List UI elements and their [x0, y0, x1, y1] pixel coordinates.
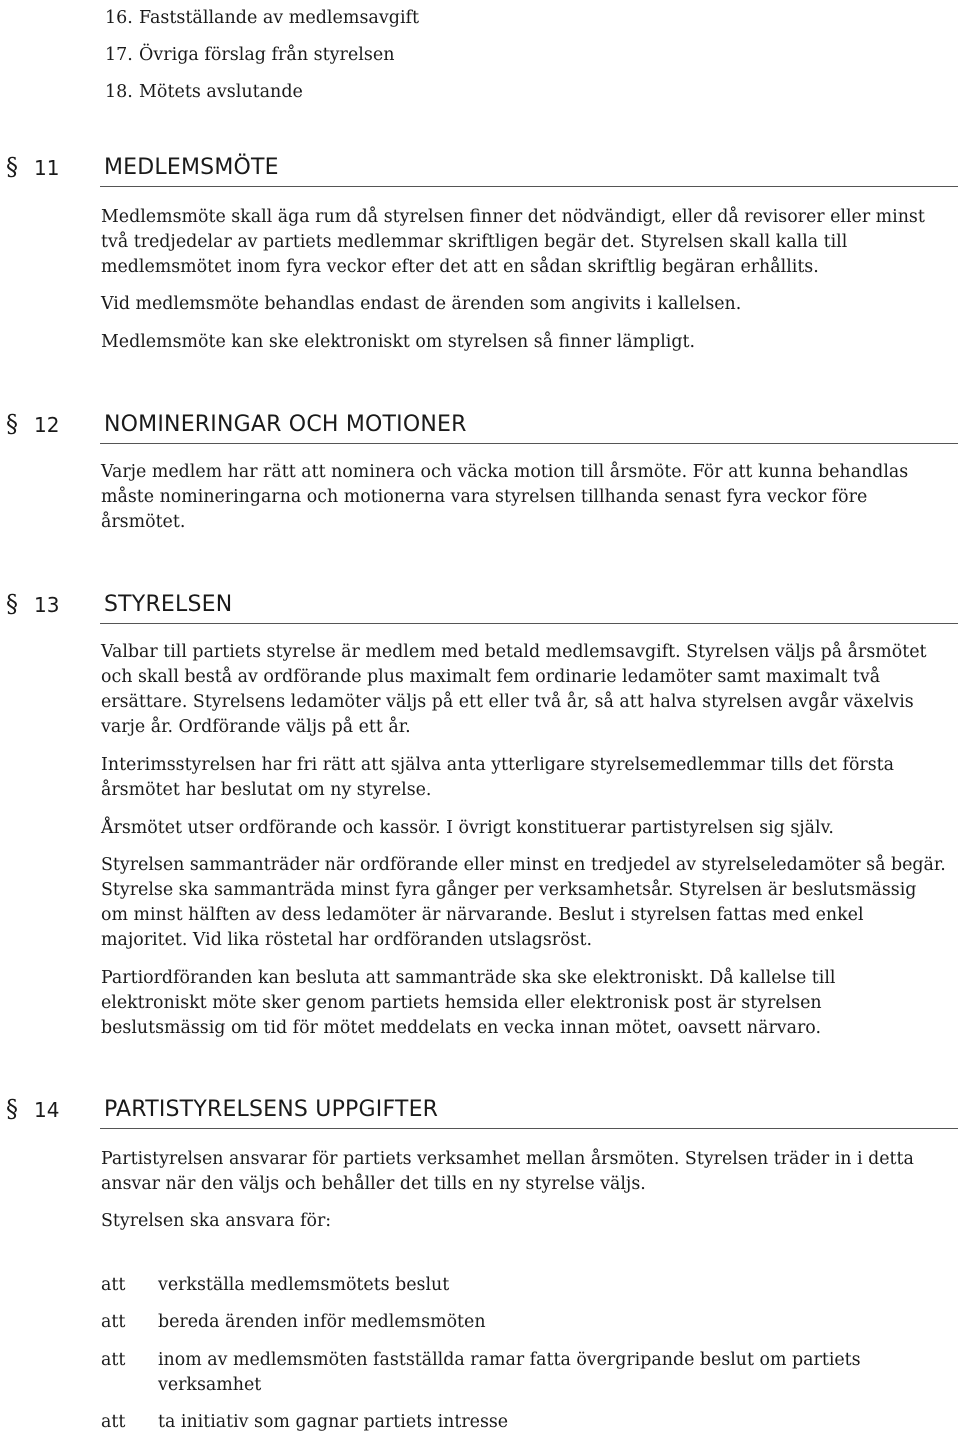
agenda-item: 16. Fastställande av medlemsavgift	[105, 8, 420, 28]
paragraph: Partiordföranden kan besluta att sammanträde ska ske elektroniskt. Då kallelse till elektroniskt möte sker genom partiets hemsida eller elektronisk post är styrelsen beslutsmässig om tid för mötet meddelats en vecka innan mötet, oavsett närvaro.	[101, 968, 836, 1038]
list-item-text: inom av medlemsmöten fastställda ramar fatta övergripande beslut om partiets verksamhet	[158, 1350, 861, 1395]
agenda-item: 18. Mötets avslutande	[105, 82, 303, 102]
agenda-list	[105, 0, 419, 111]
list-item-text: bereda ärenden inför medlemsmöten	[158, 1312, 486, 1332]
agenda-item: 17. Övriga förslag från styrelsen	[105, 45, 395, 65]
paragraph: Partistyrelsen ansvarar för partiets verksamhet mellan årsmöten. Styrelsen träder in i detta ansvar när den väljs och behåller det tills en ny styrelse väljs.	[101, 1149, 914, 1194]
paragraph: Styrelsen ska ansvara för:	[101, 1211, 332, 1231]
paragraph: Medlemsmöte skall äga rum då styrelsen finner det nödvändigt, eller då revisorer eller minst två tredjedelar av partiets medlemmar skriftligen begär det. Styrelsen skall kalla till medlemsmötet inom fyra veckor efter det att en sådan skriftlig begäran erhållits.	[101, 207, 925, 277]
section-heading-13	[0, 588, 958, 628]
section-title: PARTISTYRELSENS UPPGIFTER	[104, 1097, 439, 1122]
section-title: STYRELSEN	[104, 592, 233, 617]
section-symbol-icon: §	[6, 590, 18, 618]
paragraph: Vid medlemsmöte behandlas endast de ärenden som angivits i kallelsen.	[101, 294, 742, 314]
paragraph: Valbar till partiets styrelse är medlem med betald medlemsavgift. Styrelsen väljs på årsmötet och skall bestå av ordförande plus maximalt fem ordinarie ledamöter samt maximalt två ersättare. Styrelsens ledamöter väljs på ett eller två år, så att halva styrelsen avgår växelvis varje år. Ordförande väljs på ett år.	[101, 642, 927, 737]
section-number: 12	[34, 413, 60, 437]
list-item-text: ta initiativ som gagnar partiets intresse	[158, 1412, 509, 1432]
section-divider	[100, 1128, 958, 1129]
section-symbol-icon: §	[6, 153, 18, 181]
section-divider	[100, 623, 958, 624]
section-symbol-icon: §	[6, 1095, 18, 1123]
list-marker: att	[101, 1275, 126, 1295]
section-heading-11	[0, 151, 958, 191]
section-number: 13	[34, 593, 60, 617]
paragraph: Styrelsen sammanträder när ordförande eller minst en tredjedel av styrelseledamöter så begär. Styrelse ska sammanträda minst fyra gånger per verksamhetsår. Styrelsen är beslutsmässig om minst hälften av dess ledamöter är närvarande. Beslut i styrelsen fattas med enkel majoritet. Vid lika röstetal har ordföranden utslagsröst.	[101, 855, 946, 950]
section-title: NOMINERINGAR OCH MOTIONER	[104, 412, 467, 437]
section-divider	[100, 186, 958, 187]
section-number: 11	[34, 156, 60, 180]
section-symbol-icon: §	[6, 410, 18, 438]
paragraph: Årsmötet utser ordförande och kassör. I övrigt konstituerar partistyrelsen sig själv.	[101, 818, 834, 838]
section-heading-12	[0, 408, 958, 448]
section-divider	[100, 443, 958, 444]
paragraph: Medlemsmöte kan ske elektroniskt om styrelsen så finner lämpligt.	[101, 332, 695, 352]
section-heading-14	[0, 1093, 958, 1133]
section-title: MEDLEMSMÖTE	[104, 155, 279, 180]
section-number: 14	[34, 1098, 60, 1122]
list-item-text: verkställa medlemsmötets beslut	[158, 1275, 450, 1295]
paragraph: Varje medlem har rätt att nominera och väcka motion till årsmöte. För att kunna behandlas måste nomineringarna och motionerna vara styrelsen tillhanda senast fyra veckor före årsmötet.	[101, 462, 909, 532]
paragraph: Interimsstyrelsen har fri rätt att själva anta ytterligare styrelsemedlemmar tills det första årsmötet har beslutat om ny styrelse.	[101, 755, 895, 800]
list-marker: att	[101, 1312, 126, 1332]
list-marker: att	[101, 1350, 126, 1370]
list-marker: att	[101, 1412, 126, 1432]
